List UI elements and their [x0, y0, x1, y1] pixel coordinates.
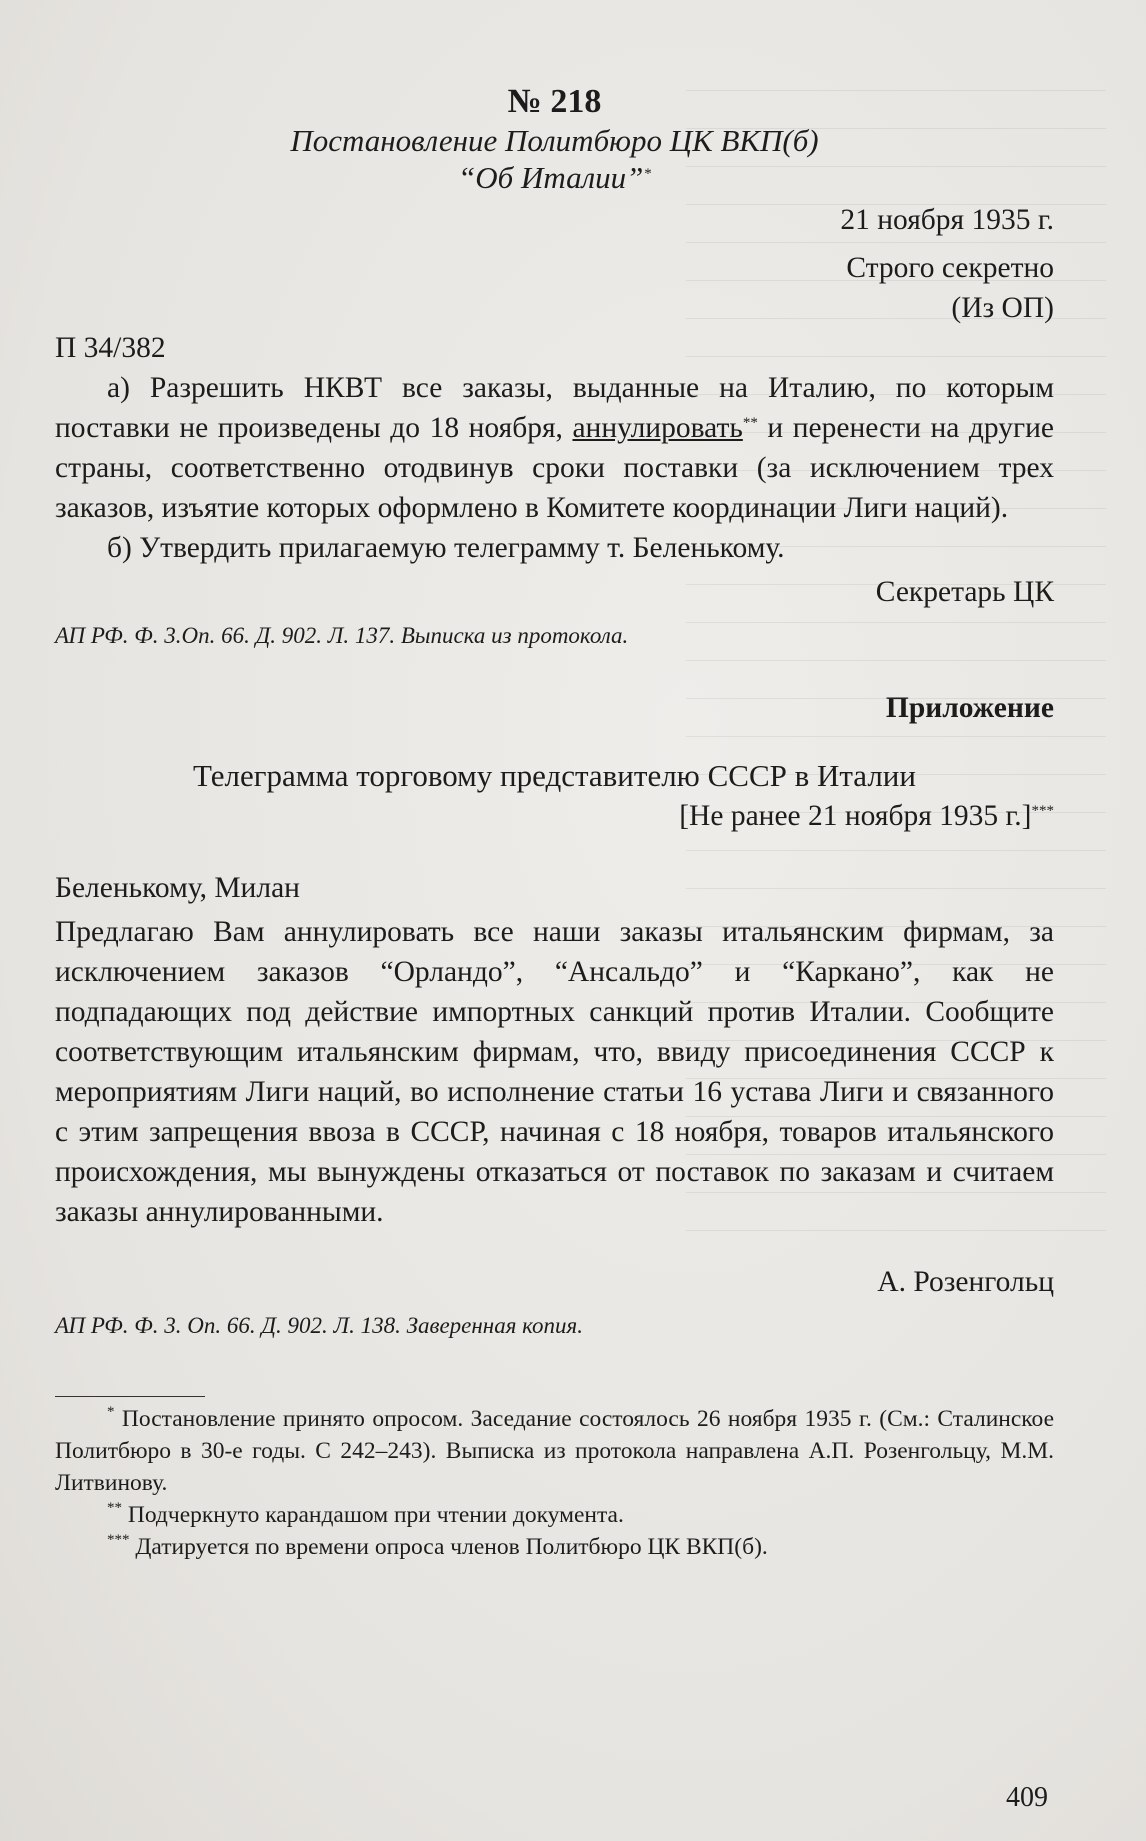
resolution-item-b: б) Утвердить прилагаемую телеграмму т. Беленькому.: [107, 532, 785, 564]
archive-source-1: АП РФ. Ф. 3.Оп. 66. Д. 902. Л. 137. Выписка из протокола.: [55, 623, 629, 648]
telegram-date: [Не ранее 21 ноября 1935 г.]***: [679, 800, 1054, 832]
protocol-ref: П 34/382: [55, 332, 166, 364]
footnote-mark: ***: [1031, 803, 1054, 819]
origin-note: (Из ОП): [951, 292, 1054, 324]
footnote-divider: [55, 1396, 205, 1397]
document-title-line1: Постановление Политбюро ЦК ВКП(б): [290, 123, 819, 158]
resolution-item-a: а) Разрешить НКВТ все заказы, выданные на Италию, по которым поставки не произведены до 18 ноября, аннулировать** и перенести на другие страны, соответственно отодвинув сроки поставки (за исключением трех заказов, изъятие которых оформлено в Комитете координации Лиги наций).: [55, 372, 1054, 524]
telegram-title: Телеграмма торговому представителю СССР в Италии: [192, 758, 916, 793]
signature-rozengolts: А. Розенгольц: [877, 1266, 1054, 1298]
footnote-1: * Постановление принято опросом. Заседание состоялось 26 ноября 1935 г. (См.: Сталинское Политбюро в 30-е годы. С 242–243). Выписка из протокола направлена А.П. Розенгольцу, М.М. Литвинову.: [55, 1404, 1054, 1496]
document-title-line2: “Об Италии”*: [458, 160, 651, 195]
document-number: № 218: [507, 83, 602, 120]
secrecy-stamp: Строго секретно: [846, 252, 1054, 284]
telegram-addressee: Беленькому, Милан: [55, 872, 300, 904]
telegram-body: Предлагаю Вам аннулировать все наши заказы итальянским фирмам, за исключением заказов “Орландо”, “Ансальдо” и “Каркано”, как не подпадающих под действие импортных санкций против Италии. Сообщите соответствующим итальянским фирмам, что, ввиду присоединения СССР к мероприятиям Лиги наций, во исполнение статьи 16 устава Лиги и связанного с этим запрещения ввоза в СССР, начиная с 18 ноября, товаров итальянского происхождения, мы вынуждены отказаться от поставок по заказам и считаем заказы аннулированными.: [55, 916, 1054, 1228]
footnote-mark: *: [643, 166, 651, 182]
footnote-3: *** Датируется по времени опроса членов Политбюро ЦК ВКП(б).: [107, 1532, 768, 1560]
footnote-2: ** Подчеркнуто карандашом при чтении документа.: [107, 1500, 624, 1528]
page-number: 409: [1006, 1782, 1048, 1813]
underlined-word: аннулировать: [572, 412, 743, 444]
archive-source-2: АП РФ. Ф. 3. Оп. 66. Д. 902. Л. 138. Заверенная копия.: [55, 1313, 583, 1338]
appendix-label: Приложение: [885, 692, 1054, 724]
signature-secretary: Секретарь ЦК: [875, 576, 1054, 608]
footnote-mark: **: [742, 415, 758, 431]
document-date: 21 ноября 1935 г.: [840, 204, 1054, 236]
